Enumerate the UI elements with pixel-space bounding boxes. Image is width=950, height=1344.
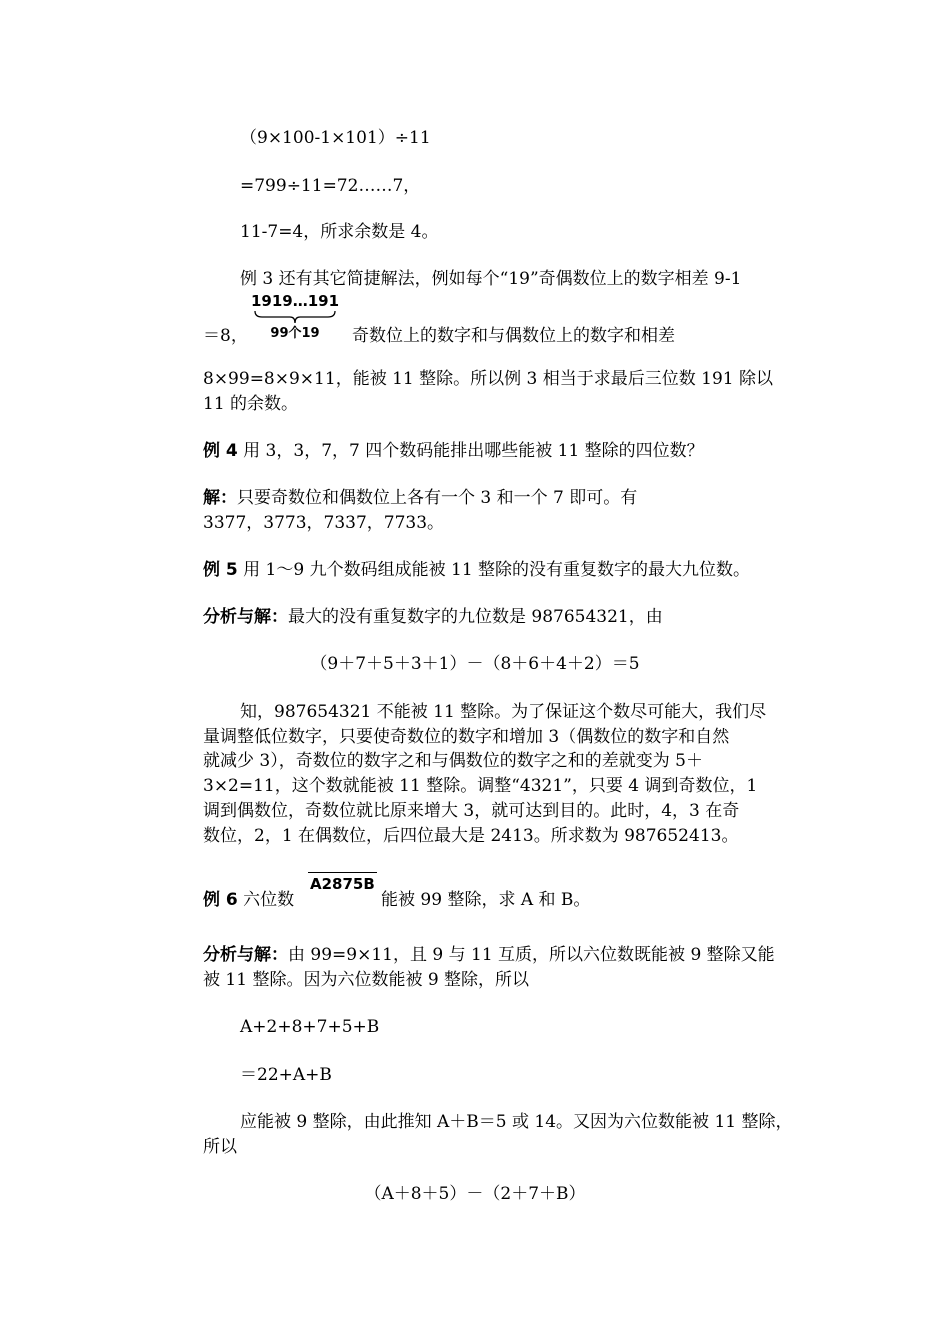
paragraph-line: 数位，2，1 在偶数位，后四位最大是 2413。所求数为 987652413。 bbox=[203, 826, 739, 846]
analysis5-text: 最大的没有重复数字的九位数是 987654321，由 bbox=[288, 607, 663, 627]
paragraph-line: 11 的余数。 bbox=[203, 394, 299, 414]
paragraph-line: 3×2=11，这个数就能被 11 整除。调整“4321”，只要 4 调到奇数位，1 bbox=[203, 776, 758, 796]
calc-line-3: 11-7=4，所求余数是 4。 bbox=[240, 222, 439, 242]
analysis6-label: 分析与解： bbox=[203, 945, 288, 965]
equation6-line-3: （A＋8＋5）－（2＋7＋B） bbox=[364, 1184, 586, 1204]
brace-top-number: 1919…191 bbox=[250, 292, 340, 310]
paragraph-line: 量调整低位数字，只要使奇数位的数字和增加 3（偶数位的数字和自然 bbox=[203, 727, 730, 747]
solution4-text: 只要奇数位和偶数位上各有一个 3 和一个 7 即可。有 bbox=[237, 488, 638, 508]
paragraph-line: 所以 bbox=[203, 1137, 237, 1157]
equation6-line-2: ＝22+A+B bbox=[240, 1065, 332, 1085]
example4-line bbox=[203, 439, 704, 463]
calc-line-1: （9×100-1×101）÷11 bbox=[240, 128, 431, 148]
example5-line bbox=[203, 558, 750, 582]
equation6-line-1: A+2+8+7+5+B bbox=[240, 1017, 380, 1037]
example4-text: 用 3，3，7，7 四个数码能排出哪些能被 11 整除的四位数？ bbox=[237, 441, 704, 461]
solution4-label: 解： bbox=[203, 488, 237, 508]
paragraph-line: 就减少 3），奇数位的数字之和与偶数位的数字之和的差就变为 5＋ bbox=[203, 751, 703, 771]
example5-label: 例 5 bbox=[203, 560, 238, 580]
odd-even-diff-text: 奇数位上的数字和与偶数位上的数字和相差 bbox=[352, 326, 675, 346]
paragraph-line: 应能被 9 整除，由此推知 A＋B＝5 或 14。又因为六位数能被 11 整除， bbox=[240, 1112, 793, 1132]
example6-label: 例 6 bbox=[203, 890, 238, 910]
example6-text-a: 六位数 bbox=[237, 890, 295, 910]
equation5: （9＋7＋5＋3＋1）－（8＋6＋4＋2）＝5 bbox=[310, 654, 640, 674]
solution4-answers: 3377，3773，7337，7733。 bbox=[203, 513, 445, 533]
analysis5-line bbox=[203, 605, 663, 629]
solution4-line bbox=[203, 486, 637, 510]
paragraph-line: 被 11 整除。因为六位数能被 9 整除，所以 bbox=[203, 970, 530, 990]
analysis5-label: 分析与解： bbox=[203, 607, 288, 627]
overlined-number: A2875B bbox=[308, 872, 377, 893]
paragraph-line: 知，987654321 不能被 11 整除。为了保证这个数尽可能大，我们尽 bbox=[240, 702, 767, 722]
paragraph-line: 调到偶数位，奇数位就比原来增大 3，就可达到目的。此时，4，3 在奇 bbox=[203, 801, 740, 821]
calc-line-2: =799÷11=72……7， bbox=[240, 176, 421, 196]
example6-text-b: 能被 99 整除，求 A 和 B。 bbox=[381, 890, 591, 910]
example4-label: 例 4 bbox=[203, 441, 238, 461]
paragraph-line: 8×99=8×9×11，能被 11 整除。所以例 3 相当于求最后三位数 191 除以 bbox=[203, 369, 774, 389]
equals-eight: ＝8， bbox=[203, 326, 248, 346]
analysis6-text: 由 99=9×11，且 9 与 11 互质，所以六位数既能被 9 整除又能 bbox=[288, 945, 775, 965]
example6-line bbox=[203, 888, 294, 912]
brace-figure bbox=[250, 292, 340, 342]
brace-bottom-label: 99个19 bbox=[270, 326, 320, 341]
example3-note-line: 例 3 还有其它简捷解法，例如每个“19”奇偶数位上的数字相差 9-1 bbox=[240, 269, 742, 289]
analysis6-line bbox=[203, 943, 775, 967]
example5-text: 用 1～9 九个数码组成能被 11 整除的没有重复数字的最大九位数。 bbox=[237, 560, 751, 580]
